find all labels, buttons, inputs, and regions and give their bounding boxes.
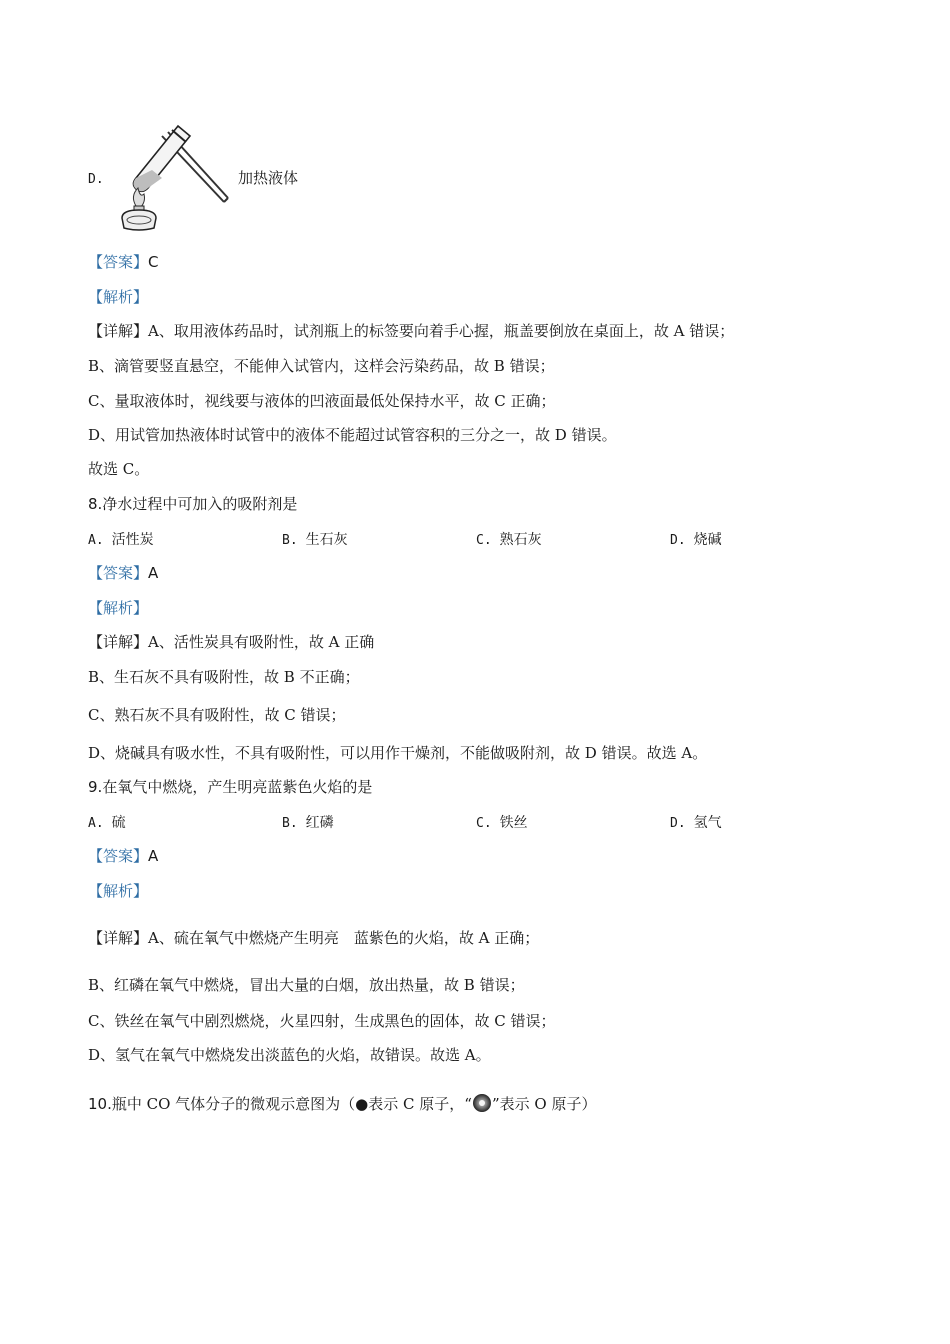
q7-detail-line-3: C、量取液体时，视线要与液体的凹液面最低处保持水平，故 C 正确； <box>88 392 556 410</box>
q7-answer <box>88 252 159 272</box>
q8-detail-line-1 <box>88 632 374 652</box>
q9-stem <box>88 777 372 797</box>
q8-option-b <box>282 530 348 551</box>
q8-analysis-label: 【解析】 <box>88 599 149 617</box>
q8-option-a <box>88 530 154 551</box>
q7-option-d-text: 加热液体 <box>238 169 299 187</box>
q7-analysis-label: 【解析】 <box>88 288 149 306</box>
q9-option-d <box>670 813 722 834</box>
question-number: 9. <box>88 778 103 796</box>
question-number: 8. <box>88 495 103 513</box>
option-letter: D. <box>670 816 686 831</box>
answer-value: A <box>148 847 159 865</box>
q8-answer <box>88 563 158 583</box>
q8-detail-line-2: B、生石灰不具有吸附性，故 B 不正确； <box>88 668 360 686</box>
option-letter: A. <box>88 816 104 831</box>
question-text: 在氧气中燃烧，产生明亮蓝紫色火焰的是 <box>102 778 373 796</box>
detail-label: 【详解】 <box>88 929 149 947</box>
detail-text: A、硫在氧气中燃烧产生明亮 蓝紫色的火焰，故 A 正确； <box>148 929 540 947</box>
detail-label: 【详解】 <box>88 322 149 340</box>
q7-detail-line-4: D、用试管加热液体时试管中的液体不能超过试管容积的三分之一，故 D 错误。 <box>88 426 617 444</box>
detail-text: A、活性炭具有吸附性，故 A 正确 <box>148 633 375 651</box>
option-letter: B. <box>282 816 298 831</box>
q7-option-d <box>88 168 112 190</box>
option-text: 氢气 <box>693 815 722 831</box>
answer-label: 【答案】 <box>88 253 149 271</box>
answer-label: 【答案】 <box>88 847 149 865</box>
q9-detail-line-3: C、铁丝在氧气中剧烈燃烧，火星四射，生成黑色的固体，故 C 错误； <box>88 1012 556 1030</box>
oxygen-atom-icon <box>472 1093 492 1113</box>
option-letter: D. <box>670 533 686 548</box>
option-text: 熟石灰 <box>499 532 542 548</box>
option-letter: A. <box>88 533 104 548</box>
q9-analysis-label: 【解析】 <box>88 882 149 900</box>
q10-stem <box>88 1093 596 1114</box>
detail-text: A、取用液体药品时，试剂瓶上的标签要向着手心握，瓶盖要倒放在桌面上，故 A 错误； <box>148 322 735 340</box>
answer-value: C <box>148 253 159 271</box>
q9-detail-line-1 <box>88 928 539 948</box>
test-tube-heating-icon <box>112 122 232 234</box>
option-text: 生石灰 <box>305 532 348 548</box>
q9-option-a <box>88 813 126 834</box>
option-text: 活性炭 <box>111 532 154 548</box>
option-letter: C. <box>476 816 492 831</box>
q9-detail-line-4: D、氢气在氧气中燃烧发出淡蓝色的火焰，故错误。故选 A。 <box>88 1046 491 1064</box>
option-letter: C. <box>476 533 492 548</box>
question-text-part2: ”表示 O 原子） <box>491 1095 597 1113</box>
q7-detail-line-1 <box>88 321 734 341</box>
q8-detail-line-4: D、烧碱具有吸水性，不具有吸附性，可以用作干燥剂，不能做吸附剂，故 D 错误。故选 A。 <box>88 744 708 762</box>
q9-detail-line-2: B、红磷在氧气中燃烧，冒出大量的白烟，放出热量，故 B 错误； <box>88 976 525 994</box>
answer-value: A <box>148 564 159 582</box>
option-letter: D. <box>88 172 104 187</box>
q8-detail-line-3: C、熟石灰不具有吸附性，故 C 错误； <box>88 706 346 724</box>
option-text: 红磷 <box>305 815 334 831</box>
question-number: 10. <box>88 1095 112 1113</box>
q8-stem <box>88 494 297 514</box>
q8-option-d <box>670 530 722 551</box>
q8-option-c <box>476 530 542 551</box>
option-text: 硫 <box>111 815 126 831</box>
q7-conclusion: 故选 C。 <box>88 460 150 478</box>
option-text: 铁丝 <box>499 815 528 831</box>
option-letter: B. <box>282 533 298 548</box>
detail-label: 【详解】 <box>88 633 149 651</box>
option-text: 烧碱 <box>693 532 722 548</box>
q9-answer <box>88 846 158 866</box>
answer-label: 【答案】 <box>88 564 149 582</box>
q9-option-c <box>476 813 528 834</box>
question-text: 净水过程中可加入的吸附剂是 <box>102 495 298 513</box>
question-text-part1: 瓶中 CO 气体分子的微观示意图为（●表示 C 原子，“ <box>111 1095 472 1113</box>
q9-option-b <box>282 813 334 834</box>
q7-detail-line-2: B、滴管要竖直悬空，不能伸入试管内，这样会污染药品，故 B 错误； <box>88 357 555 375</box>
